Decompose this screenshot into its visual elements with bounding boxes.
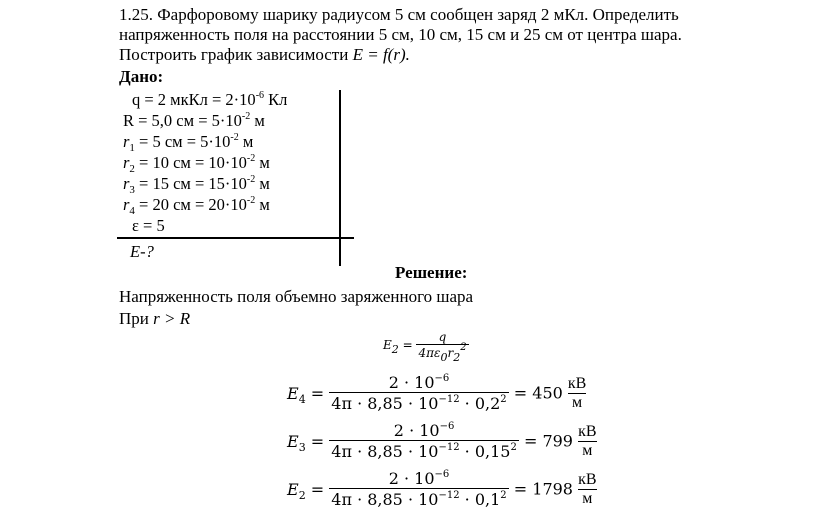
solution-heading: Решение: <box>395 263 468 282</box>
given-r4: $r_4 = 20$ см = $20\cdot 10^{-2}$ м <box>123 195 270 217</box>
problem-formula: E = f(r). <box>352 45 410 64</box>
general-formula: $E_2$ = $\frac{q}{4\pi\varepsilon_0r_2^2}$ <box>383 330 467 364</box>
solution-text-1: Напряженность поля объемно заряженного шара <box>119 287 474 306</box>
given-R: R = 5,0 см = $5\cdot 10^{-2}$ м <box>123 111 265 130</box>
given-r2: $r_2 = 10$ см = $10\cdot 10^{-2}$ м <box>123 153 270 175</box>
given-eps: ε = 5 <box>132 216 165 235</box>
problem-line-2: напряженность поля на расстоянии 5 см, 10 см, 15 см и 25 см от центра шара. <box>119 25 682 44</box>
given-vertical-divider <box>339 90 341 266</box>
given-heading: Дано: <box>119 67 164 86</box>
given-find: E-? <box>130 242 154 261</box>
solution-text-2: При r > R <box>119 309 191 328</box>
problem-line-3 <box>119 45 410 65</box>
given-q: q = 2 мкКл = $2\cdot 10^{-6}$ Кл <box>132 90 288 109</box>
problem-line-1: 1.25. Фарфоровому шарику радиусом 5 см сообщен заряд 2 мКл. Определить <box>119 5 679 24</box>
problem-line-3-text: Построить график зависимости <box>119 45 353 64</box>
equation-E4: $E_4$ = $\frac{2 \cdot 10^{-6}}{4\pi \cdot 8,85 \cdot 10^{-12} \cdot 0,2^2}$ = 450 $\frac{кВ}{м}$ <box>287 373 587 413</box>
equation-E3: $E_3$ = $\frac{2 \cdot 10^{-6}}{4\pi \cdot 8,85 \cdot 10^{-12} \cdot 0,15^2}$ = 799 $\frac{кВ}{м}$ <box>287 421 597 461</box>
given-r3: $r_3 = 15$ см = $15\cdot 10^{-2}$ м <box>123 174 270 196</box>
equation-E2: $E_2$ = $\frac{2 \cdot 10^{-6}}{4\pi \cdot 8,85 \cdot 10^{-12} \cdot 0,1^2}$ = 1798 $\frac{кВ}{м}$ <box>287 469 597 509</box>
given-r1: $r_1 = 5$ см = $5\cdot 10^{-2}$ м <box>123 132 254 154</box>
given-divider <box>117 237 354 239</box>
